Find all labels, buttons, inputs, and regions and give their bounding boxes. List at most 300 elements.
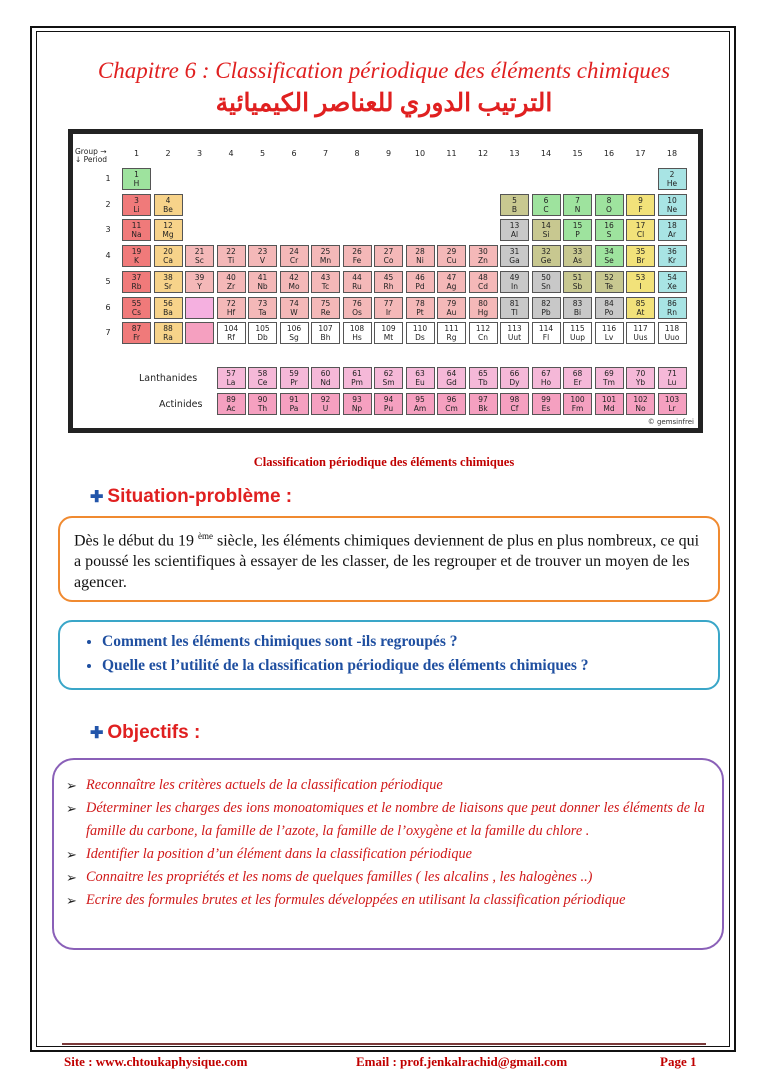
period-header: 7 — [105, 328, 111, 338]
element-cell — [406, 367, 435, 389]
objective-item: ➢ Reconnaître les critères actuels de la classification périodique — [66, 774, 708, 797]
table-corner-label — [75, 148, 107, 164]
atomic-number: 22 — [226, 247, 236, 257]
element-cell — [658, 322, 687, 344]
atomic-number: 101 — [601, 395, 617, 404]
element-symbol: Rg — [446, 333, 457, 343]
element-symbol: Fm — [571, 404, 584, 413]
atomic-number: 106 — [286, 324, 302, 334]
element-symbol: Al — [510, 230, 519, 240]
element-symbol: Tb — [478, 378, 488, 387]
group-axis-label: Group → — [75, 147, 107, 156]
arrow-bullet-icon: ➢ — [66, 847, 77, 862]
figure-caption: Classification périodique des éléments chimiques — [253, 455, 515, 469]
element-cell — [311, 322, 340, 344]
element-cell — [595, 194, 624, 216]
element-symbol: Tl — [511, 307, 518, 317]
element-symbol: Ds — [415, 333, 425, 343]
periodic-table-image — [68, 129, 703, 433]
element-symbol: Sc — [195, 256, 204, 266]
atomic-number: 29 — [446, 247, 457, 257]
element-symbol: Sb — [572, 281, 583, 291]
period-header: 4 — [105, 251, 111, 261]
element-symbol: Br — [636, 256, 645, 266]
atomic-number: 99 — [541, 395, 551, 404]
element-cell — [343, 245, 372, 267]
atomic-number: 31 — [509, 247, 520, 257]
element-cell — [595, 322, 624, 344]
atomic-number: 19 — [131, 247, 142, 257]
atomic-number: 59 — [289, 369, 299, 378]
atomic-number: 108 — [349, 324, 365, 334]
element-cell — [343, 393, 372, 415]
atomic-number: 4 — [165, 195, 171, 205]
element-cell — [469, 367, 498, 389]
atomic-number: 83 — [572, 298, 583, 308]
element-cell — [122, 168, 151, 190]
element-cell — [154, 245, 183, 267]
atomic-number: 24 — [289, 247, 299, 257]
element-symbol: Ga — [509, 256, 520, 266]
atomic-number: 40 — [226, 272, 236, 282]
element-cell — [658, 297, 687, 319]
element-symbol: K — [134, 256, 139, 266]
atomic-number: 56 — [163, 298, 173, 308]
element-cell — [500, 367, 529, 389]
group-header: 7 — [322, 149, 329, 158]
element-symbol: P — [575, 230, 580, 240]
atomic-number: 57 — [226, 369, 236, 378]
element-cell — [248, 367, 277, 389]
atomic-number: 54 — [667, 272, 677, 282]
atomic-number: 34 — [604, 247, 614, 257]
element-cell — [311, 245, 340, 267]
element-cell — [563, 271, 592, 293]
element-symbol: Hf — [226, 307, 236, 317]
element-cell — [500, 194, 529, 216]
element-cell — [532, 245, 561, 267]
element-cell — [154, 194, 183, 216]
element-symbol: Ra — [163, 333, 173, 343]
element-cell — [343, 322, 372, 344]
arrow-bullet-icon: ➢ — [66, 801, 77, 816]
element-symbol: Ba — [163, 307, 173, 317]
atomic-number: 30 — [478, 247, 488, 257]
group-header: 9 — [385, 149, 392, 158]
element-cell — [311, 271, 340, 293]
element-symbol: He — [666, 179, 678, 188]
element-cell — [217, 393, 246, 415]
atomic-number: 75 — [320, 298, 331, 308]
objective-item: ➢ Déterminer les charges des ions monoatomiques et le nombre de liaisons que peut donner les éléments de la famille du carbone, la famille de l’azote, la famille de l’oxygène et la famille du chlore . — [66, 797, 708, 843]
element-cell — [469, 245, 498, 267]
element-cell — [500, 245, 529, 267]
element-symbol: Ni — [416, 256, 424, 266]
element-symbol: Kr — [667, 256, 676, 266]
element-symbol: Cu — [446, 256, 457, 266]
element-cell — [374, 322, 403, 344]
element-symbol: N — [574, 204, 581, 214]
element-cell — [532, 367, 561, 389]
element-symbol: S — [606, 230, 612, 240]
objectives-heading: ✚ Objectifs : — [90, 722, 201, 743]
element-symbol: Uup — [569, 333, 585, 343]
element-symbol: No — [635, 404, 646, 413]
element-cell — [626, 393, 655, 415]
element-symbol: Si — [542, 230, 550, 240]
atomic-number: 91 — [289, 395, 299, 404]
atomic-number: 73 — [257, 298, 268, 308]
element-symbol: La — [226, 378, 236, 387]
atomic-number: 97 — [478, 395, 488, 404]
group-header: 13 — [509, 149, 520, 158]
element-symbol: Th — [257, 404, 268, 413]
element-cell — [248, 322, 277, 344]
element-symbol: Nb — [257, 281, 268, 291]
element-cell — [563, 194, 592, 216]
element-symbol: Mt — [383, 333, 394, 343]
atomic-number: 41 — [257, 272, 268, 282]
element-cell — [185, 271, 214, 293]
element-symbol: Mo — [288, 281, 300, 291]
element-cell — [626, 297, 655, 319]
element-symbol: Sr — [164, 281, 172, 291]
element-symbol: Ca — [163, 256, 173, 266]
atomic-number: 74 — [289, 298, 299, 308]
element-symbol: Ru — [352, 281, 362, 291]
element-symbol: Pu — [383, 404, 394, 413]
element-symbol: Cf — [510, 404, 519, 413]
element-symbol: Mg — [162, 230, 174, 240]
atomic-number: 114 — [538, 324, 554, 334]
period-header: 2 — [105, 199, 111, 209]
element-cell — [437, 393, 466, 415]
element-symbol: Db — [257, 333, 268, 343]
arrow-bullet-icon: ➢ — [66, 778, 77, 793]
atomic-number: 1 — [134, 170, 139, 179]
element-cell — [626, 245, 655, 267]
element-cell — [248, 245, 277, 267]
element-cell — [343, 367, 372, 389]
element-cell — [311, 367, 340, 389]
element-cell — [658, 245, 687, 267]
atomic-number: 89 — [226, 395, 236, 404]
superscript: ème — [197, 531, 213, 541]
element-cell — [217, 271, 246, 293]
element-symbol: Te — [605, 281, 613, 291]
element-cell — [500, 393, 529, 415]
element-cell — [469, 297, 498, 319]
element-symbol: Pr — [290, 378, 298, 387]
chapter-title-arabic: الترتيب الدوري للعناصر الكيميائية — [215, 90, 553, 117]
element-symbol: Se — [604, 256, 614, 266]
element-cell — [154, 322, 183, 344]
group-header: 6 — [291, 149, 297, 158]
atomic-number: 28 — [415, 247, 425, 257]
element-cell — [154, 271, 183, 293]
element-cell — [217, 297, 246, 319]
group-header: 15 — [572, 149, 583, 158]
element-symbol: Tc — [321, 281, 330, 291]
atomic-number: 115 — [570, 324, 585, 334]
atomic-number: 6 — [543, 195, 549, 205]
period-header: 6 — [105, 302, 111, 312]
element-cell — [122, 194, 151, 216]
element-cell — [437, 297, 466, 319]
group-header: 2 — [165, 149, 171, 158]
element-cell — [595, 367, 624, 389]
element-cell — [122, 271, 151, 293]
element-cell — [437, 322, 466, 344]
element-symbol: Na — [131, 230, 142, 240]
atomic-number: 9 — [638, 195, 643, 205]
atomic-number: 35 — [635, 247, 646, 257]
element-symbol: Lv — [604, 333, 614, 343]
element-cell — [343, 271, 372, 293]
element-cell — [500, 297, 529, 319]
element-cell — [469, 322, 498, 344]
element-symbol: As — [572, 256, 583, 266]
element-cell — [406, 393, 435, 415]
element-symbol: Rh — [383, 281, 394, 291]
element-symbol: At — [636, 307, 645, 317]
element-cell — [532, 194, 561, 216]
element-symbol: Ir — [385, 307, 392, 317]
atomic-number: 2 — [669, 170, 675, 179]
element-symbol: Nd — [320, 378, 331, 387]
atomic-number: 47 — [446, 272, 457, 282]
question-item: • Quelle est l’utilité de la classification périodique des éléments chimiques ? — [102, 654, 704, 678]
element-cell — [374, 393, 403, 415]
atomic-number: 21 — [194, 247, 205, 257]
element-cell — [626, 194, 655, 216]
element-cell — [595, 219, 624, 241]
atomic-number: 118 — [664, 324, 680, 334]
group-header: 1 — [133, 149, 140, 158]
element-cell — [280, 367, 309, 389]
element-symbol: Au — [446, 307, 457, 317]
atomic-number: 100 — [570, 395, 585, 404]
situation-box: Dès le début du 19 $^{ème}$ siècle, les éléments chimiques deviennent de plus en plus nombreux, ce qui a poussé les scientifiques à essayer de les classer, de les regrouper et de trouver un moyen de les agencer. — [58, 516, 720, 602]
group-header: 8 — [354, 149, 360, 158]
element-symbol: I — [639, 281, 642, 291]
atomic-number: 105 — [255, 324, 270, 334]
atomic-number: 71 — [667, 369, 677, 378]
group-header: 17 — [635, 149, 646, 158]
element-cell — [217, 245, 246, 267]
element-cell — [280, 245, 309, 267]
element-symbol: Rf — [227, 333, 235, 343]
element-symbol: Ne — [666, 204, 678, 214]
element-cell — [532, 322, 561, 344]
element-cell — [185, 322, 214, 344]
atomic-number: 5 — [512, 195, 517, 205]
element-symbol: Cs — [131, 307, 142, 317]
element-symbol: Am — [413, 404, 427, 413]
arrow-bullet-icon: ➢ — [66, 870, 77, 885]
atomic-number: 58 — [257, 369, 268, 378]
element-cell — [122, 219, 151, 241]
element-cell — [626, 271, 655, 293]
element-cell — [374, 271, 403, 293]
element-cell — [658, 271, 687, 293]
element-cell — [343, 297, 372, 319]
atomic-number: 3 — [134, 195, 139, 205]
element-cell — [532, 219, 561, 241]
element-symbol: Tm — [603, 378, 615, 387]
atomic-number: 17 — [635, 221, 646, 231]
element-cell — [248, 393, 277, 415]
element-symbol: Pt — [416, 307, 424, 317]
atomic-number: 16 — [604, 221, 614, 231]
element-symbol: Ag — [446, 281, 457, 291]
element-symbol: Fr — [133, 333, 140, 343]
atomic-number: 44 — [352, 272, 362, 282]
element-cell — [122, 297, 151, 319]
atomic-number: 49 — [509, 272, 520, 282]
period-axis-label: ↓ Period — [75, 155, 108, 164]
element-cell — [658, 168, 687, 190]
atomic-number: 23 — [257, 247, 268, 257]
element-cell — [374, 367, 403, 389]
footer-page-number: Page 1 — [660, 1054, 697, 1069]
group-header: 16 — [603, 149, 615, 158]
atomic-number: 94 — [383, 395, 394, 404]
atomic-number: 72 — [226, 298, 236, 308]
atomic-number: 11 — [131, 221, 142, 231]
atomic-number: 43 — [320, 272, 331, 282]
atomic-number: 87 — [131, 324, 142, 334]
atomic-number: 27 — [383, 247, 394, 257]
atomic-number: 32 — [541, 247, 551, 257]
element-cell — [626, 219, 655, 241]
element-cell — [248, 271, 277, 293]
atomic-number: 66 — [509, 369, 520, 378]
element-cell — [563, 297, 592, 319]
group-header: 14 — [540, 149, 552, 158]
footer-divider — [62, 1043, 706, 1045]
element-symbol: Xe — [667, 281, 677, 291]
atomic-number: 117 — [633, 324, 648, 334]
group-header: 11 — [446, 149, 457, 158]
element-symbol: V — [259, 256, 266, 266]
atomic-number: 86 — [667, 298, 677, 308]
atomic-number: 52 — [604, 272, 614, 282]
atomic-number: 45 — [383, 272, 394, 282]
element-symbol: Sm — [382, 378, 395, 387]
group-header: 12 — [477, 149, 489, 158]
element-symbol: Co — [383, 256, 394, 266]
group-header: 18 — [666, 149, 678, 158]
element-cell — [280, 271, 309, 293]
element-cell — [122, 322, 151, 344]
element-cell — [532, 297, 561, 319]
atomic-number: 46 — [415, 272, 425, 282]
element-symbol: Ac — [226, 404, 236, 413]
atomic-number: 15 — [572, 221, 583, 231]
element-symbol: Uuo — [664, 333, 680, 343]
questions-list — [88, 630, 704, 678]
situation-heading: ✚ Situation-problème : — [90, 486, 293, 507]
element-cell — [469, 271, 498, 293]
element-cell — [595, 271, 624, 293]
element-cell — [563, 219, 592, 241]
element-cell — [658, 367, 687, 389]
element-symbol: Ge — [540, 256, 552, 266]
group-header: 10 — [414, 149, 426, 158]
atomic-number: 82 — [541, 298, 551, 308]
plus-bullet-icon: ✚ — [90, 489, 104, 506]
period-header: 3 — [105, 225, 111, 235]
element-cell — [406, 297, 435, 319]
element-cell — [563, 245, 592, 267]
element-symbol: Pm — [351, 378, 363, 387]
element-cell — [122, 245, 151, 267]
atomic-number: 62 — [383, 369, 394, 378]
element-cell — [217, 367, 246, 389]
atomic-number: 116 — [601, 324, 617, 334]
question-item: • Comment les éléments chimiques sont -ils regroupés ? — [102, 630, 704, 654]
element-cell — [595, 245, 624, 267]
atomic-number: 102 — [633, 395, 648, 404]
element-symbol: Gd — [446, 378, 457, 387]
atomic-number: 88 — [163, 324, 173, 334]
element-symbol: Ce — [257, 378, 268, 387]
element-symbol: F — [638, 204, 643, 214]
element-cell — [154, 219, 183, 241]
element-symbol: Po — [604, 307, 614, 317]
atomic-number: 113 — [507, 324, 522, 334]
element-cell — [563, 393, 592, 415]
arrow-bullet-icon: ➢ — [66, 893, 77, 908]
element-symbol: Lu — [667, 378, 677, 387]
element-symbol: Hg — [477, 307, 489, 317]
element-cell — [563, 322, 592, 344]
atomic-number: 80 — [478, 298, 488, 308]
element-symbol: Cn — [478, 333, 488, 343]
atomic-number: 55 — [131, 298, 142, 308]
element-symbol: Cr — [289, 256, 299, 266]
atomic-number: 76 — [352, 298, 362, 308]
group-header: 4 — [228, 149, 234, 158]
element-symbol: Sn — [541, 281, 551, 291]
atomic-number: 79 — [446, 298, 457, 308]
element-cell — [280, 297, 309, 319]
objectives-box — [52, 758, 724, 950]
atomic-number: 104 — [223, 324, 239, 334]
element-symbol: Cd — [478, 281, 488, 291]
atomic-number: 20 — [163, 247, 173, 257]
atomic-number: 68 — [572, 369, 583, 378]
element-symbol: Hs — [352, 333, 362, 343]
atomic-number: 107 — [318, 324, 333, 334]
element-cell — [595, 393, 624, 415]
atomic-number: 36 — [667, 247, 677, 257]
element-symbol: Ho — [540, 378, 552, 387]
element-symbol: Rn — [667, 307, 677, 317]
element-symbol: Fe — [352, 256, 362, 266]
atomic-number: 103 — [664, 395, 680, 404]
atomic-number: 26 — [352, 247, 362, 257]
atomic-number: 10 — [667, 195, 677, 205]
element-symbol: Lr — [668, 404, 676, 413]
element-cell — [626, 367, 655, 389]
atomic-number: 63 — [415, 369, 425, 378]
element-cell — [217, 322, 246, 344]
element-symbol: Md — [603, 404, 615, 413]
atomic-number: 77 — [383, 298, 394, 308]
atomic-number: 8 — [606, 195, 612, 205]
